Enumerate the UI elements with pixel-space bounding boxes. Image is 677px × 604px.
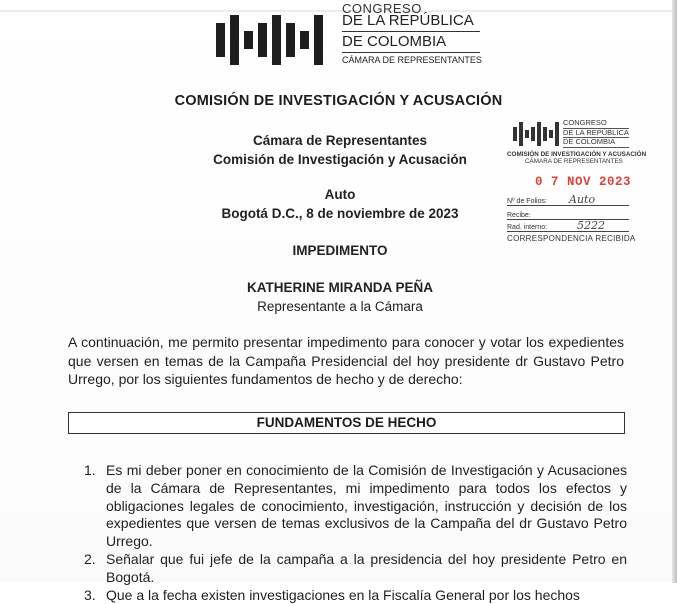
stamp-unit-1: COMISIÓN DE INVESTIGACIÓN Y ACUSACIÓN	[507, 151, 647, 158]
list-item-text: Es mi deber poner en conocimiento de la Comisión de Investigación y Acusaciones de la Cámara de Representantes, mi impedimento para todos los efectos y obligaciones legales de conocimiento, investigación, instrucción y decisión de los expedientes que versen de temas exclusivos de la Campaña del dr Gustavo Petro Urrego.	[106, 462, 627, 550]
org-line-1: Cámara de Representantes	[252, 133, 428, 148]
stamp-radicado-label: Rad. interno:	[507, 224, 548, 231]
stamp-radicado-value: 5222	[577, 219, 605, 232]
stamp-recibe-label: Recibe:	[507, 212, 531, 219]
logo-line-1: DE LA REPÚBLICA	[342, 11, 480, 32]
stamp-org-2: DE LA REPÚBLICA	[563, 127, 629, 137]
page-edge-shadow	[672, 0, 677, 583]
stamp-org-3: DE COLOMBIA	[563, 138, 629, 148]
stamp-unit	[507, 152, 646, 166]
list-item	[84, 587, 627, 604]
logo-line-2: DE COLOMBIA	[342, 32, 480, 53]
list-item-number: 2.	[84, 550, 96, 567]
stamp-unit-2: CÁMARA DE REPRESENTANTES	[525, 157, 623, 165]
list-item	[84, 551, 627, 587]
logo-line-0: CONGRESO	[342, 1, 422, 16]
stamp-received-label: CORRESPONDENCIA RECIBIDA	[507, 234, 636, 243]
list-item-number: 3.	[84, 586, 96, 603]
stamp-bars-icon	[513, 122, 563, 146]
intro-paragraph: A continuación, me permito presentar impedimento para conocer y votar los expedientes que versen en temas de la Campaña Presidencial del hoy presidente dr Gustavo Petro Urrego, por los siguientes fundamentos de hecho y de derecho:	[68, 334, 624, 387]
list-item	[84, 462, 627, 551]
logo-line-3: CÁMARA DE REPRESENTANTES	[342, 55, 482, 65]
stamp-folios-value: Auto	[569, 193, 596, 206]
stamp-org-1: CONGRESO	[563, 119, 629, 129]
stamp-recibe-row	[507, 212, 629, 220]
congress-logo-text	[342, 2, 480, 68]
section-heading-fundamentos: FUNDAMENTOS DE HECHO	[68, 412, 625, 434]
doc-type: Auto	[324, 187, 356, 202]
subject: IMPEDIMENTO	[292, 243, 388, 258]
stamp-org	[563, 119, 629, 148]
place-date: Bogotá D.C., 8 de noviembre de 2023	[221, 206, 459, 221]
list-item-text: Señalar que fui jefe de la campaña a la presidencia del hoy presidente Petro en Bogotá.	[106, 550, 627, 585]
congress-bars-icon	[216, 15, 332, 65]
list-item-text: Que a la fecha existen investigaciones en la Fiscalía General por los hechos	[106, 586, 580, 603]
stamp-date: 0 7 NOV 2023	[535, 175, 632, 189]
list-item-number: 1.	[84, 462, 96, 478]
stamp-folios-label: Nº de Folios:	[507, 198, 547, 205]
stamp-radicado-row	[507, 219, 629, 232]
document-title: COMISIÓN DE INVESTIGACIÓN Y ACUSACIÓN	[174, 93, 503, 109]
congress-logo	[208, 0, 482, 72]
signer-name: KATHERINE MIRANDA PEÑA	[246, 280, 433, 295]
facts-list	[84, 462, 627, 604]
stamp-folios-row	[507, 193, 629, 206]
org-line-2: Comisión de Investigación y Acusación	[213, 152, 467, 167]
signer-role: Representante a la Cámara	[257, 299, 423, 314]
reception-stamp	[505, 116, 645, 248]
